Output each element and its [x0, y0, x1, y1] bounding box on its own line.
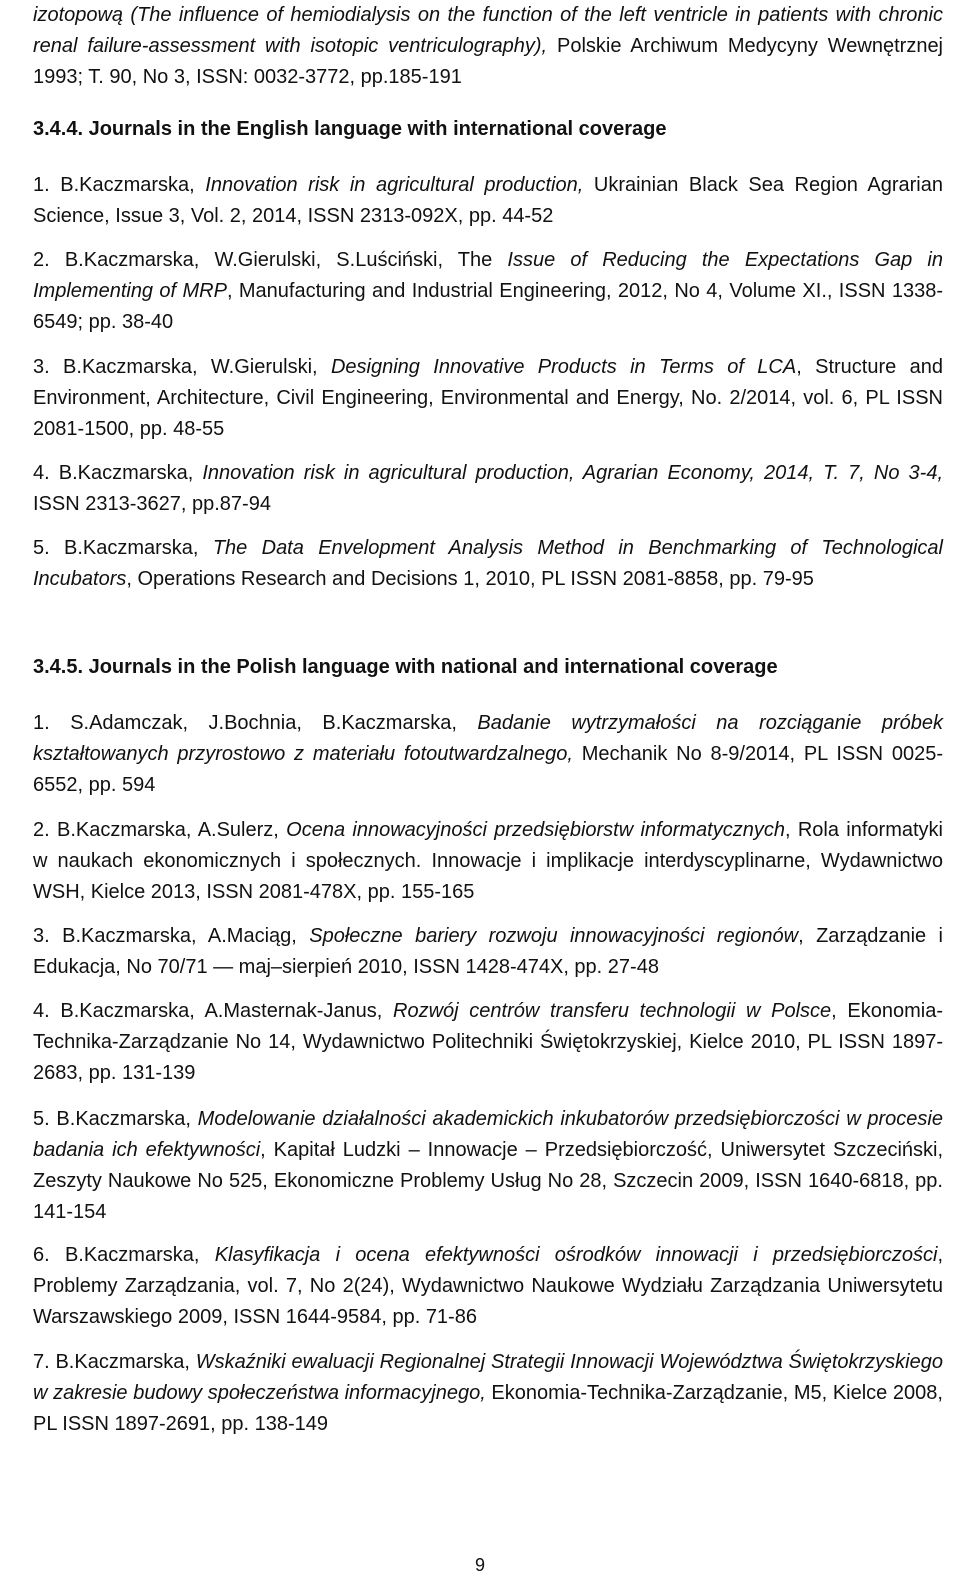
reference-title: The Data Envelopment Analysis Method in Benchmarking of Technological Incubators — [33, 537, 944, 590]
reference-title: Innovation risk in agricultural production, — [205, 174, 584, 196]
page-number: 9 — [474, 1555, 485, 1575]
reference-details: Polskie Archiwum Medycyny Wewnętrznej 1993; T. 90, No 3, ISSN: 0032-3772, pp.185-191 — [33, 35, 944, 88]
reference-title: Designing Innovative Products in Terms of LCA — [330, 356, 797, 378]
reference-item: 2. B.Kaczmarska, A.Sulerz, Ocena innowacyjności przedsiębiorstw informatycznych, Rola informatyki w naukach ekonomicznych i społecznych. Innowacje i implikacje interdyscyplinarne, Wydawnictwo WSH, Kielce 2013, ISSN 2081-478X, pp. 155-165 — [33, 819, 943, 903]
reference-title: izotopową (The influence of hemiodialysis on the function of the left ventricle in patients with chronic renal failure-assessment with isotopic ventriculography), — [33, 4, 943, 57]
continued-reference — [33, 0, 943, 93]
reference-item: 2. B.Kaczmarska, W.Gierulski, S.Luściński, The Issue of Reducing the Expectations Gap in Implementing of MRP, Manufacturing and Industrial Engineering, 2012, No 4, Volume XI., ISSN 1338-6549; pp. 38-40 — [33, 249, 944, 333]
reference-item: 6. B.Kaczmarska, Klasyfikacja i ocena efektywności ośrodków innowacji i przedsiębiorczości, Problemy Zarządzania, vol. 7, No 2(24), Wydawnictwo Naukowe Wydziału Zarządzania Uniwersytetu Warszawskiego 2009, ISSN 1644-9584, pp. 71-86 — [33, 1244, 943, 1328]
reference-title: Badanie wytrzymałości na rozciąganie próbek kształtowanych przyrostowo z materiału fotoutwardzalnego, — [33, 712, 943, 765]
reference-item: 3. B.Kaczmarska, A.Maciąg, Społeczne bariery rozwoju innowacyjności regionów, Zarządzanie i Edukacja, No 70/71 — maj–sierpień 2010, ISSN 1428-474X, pp. 27-48 — [33, 925, 944, 978]
reference-item: 4. B.Kaczmarska, A.Masternak-Janus, Rozwój centrów transferu technologii w Polsce, Ekonomia-Technika-Zarządzanie No 14, Wydawnictwo Politechniki Świętokrzyskiej, Kielce 2010, PL ISSN 1897-2683, pp. 131-139 — [33, 1000, 943, 1084]
reference-title: Wskaźniki ewaluacji Regionalnej Strategii Innowacji Województwa Świętokrzyskiego w zakresie budowy społeczeństwa informacyjnego, — [33, 1351, 943, 1404]
reference-title: Ocena innowacyjności przedsiębiorstw informatycznych — [286, 819, 785, 841]
reference-item: 7. B.Kaczmarska, Wskaźniki ewaluacji Regionalnej Strategii Innowacji Województwa Świętokrzyskiego w zakresie budowy społeczeństwa informacyjnego, Ekonomia-Technika-Zarządzanie, M5, Kielce 2008, PL ISSN 1897-2691, pp. 138-149 — [33, 1351, 943, 1435]
reference-item: 5. B.Kaczmarska, The Data Envelopment Analysis Method in Benchmarking of Technological Incubators, Operations Research and Decisions 1, 2010, PL ISSN 2081-8858, pp. 79-95 — [33, 537, 944, 590]
section-heading-3-4-4: 3.4.4. Journals in the English language with international coverage — [33, 118, 667, 140]
reference-title: Klasyfikacja i ocena efektywności ośrodków innowacji i przedsiębiorczości — [214, 1244, 938, 1266]
reference-title: Modelowanie działalności akademickich inkubatorów przedsiębiorczości w procesie badania ich efektywności — [33, 1108, 943, 1161]
reference-item: 5. B.Kaczmarska, Modelowanie działalności akademickich inkubatorów przedsiębiorczości w procesie badania ich efektywności, Kapitał Ludzki – Innowacje – Przedsiębiorczość, Uniwersytet Szczeciński, Zeszyty Naukowe No 525, Ekonomiczne Problemy Usług No 28, Szczecin 2009, ISSN 1640-6818, pp. 141-154 — [33, 1108, 944, 1223]
reference-item: 3. B.Kaczmarska, W.Gierulski, Designing Innovative Products in Terms of LCA, Structure and Environment, Architecture, Civil Engineering, Environmental and Energy, No. 2/2014, vol. 6, PL ISSN 2081-1500, pp. 48-55 — [33, 356, 943, 440]
reference-item: 1. S.Adamczak, J.Bochnia, B.Kaczmarska, Badanie wytrzymałości na rozciąganie próbek kształtowanych przyrostowo z materiału fotoutwardzalnego, Mechanik No 8-9/2014, PL ISSN 0025-6552, pp. 594 — [33, 712, 943, 796]
reference-item: 1. B.Kaczmarska, Innovation risk in agricultural production, Ukrainian Black Sea Region Agrarian Science, Issue 3, Vol. 2, 2014, ISSN 2313-092X, pp. 44-52 — [33, 174, 943, 227]
reference-item: 4. B.Kaczmarska, Innovation risk in agricultural production, Agrarian Economy, 2014, T. 7, No 3-4, ISSN 2313-3627, pp.87-94 — [33, 462, 944, 515]
reference-title: Rozwój centrów transferu technologii w Polsce — [393, 1000, 832, 1022]
section-heading-3-4-5: 3.4.5. Journals in the Polish language with national and international coverage — [33, 656, 778, 678]
reference-title: Innovation risk in agricultural production, Agrarian Economy, 2014, T. 7, No 3-4, — [202, 462, 944, 484]
reference-title: Społeczne bariery rozwoju innowacyjności regionów — [309, 925, 799, 947]
reference-title: Issue of Reducing the Expectations Gap in Implementing of MRP — [33, 249, 944, 302]
